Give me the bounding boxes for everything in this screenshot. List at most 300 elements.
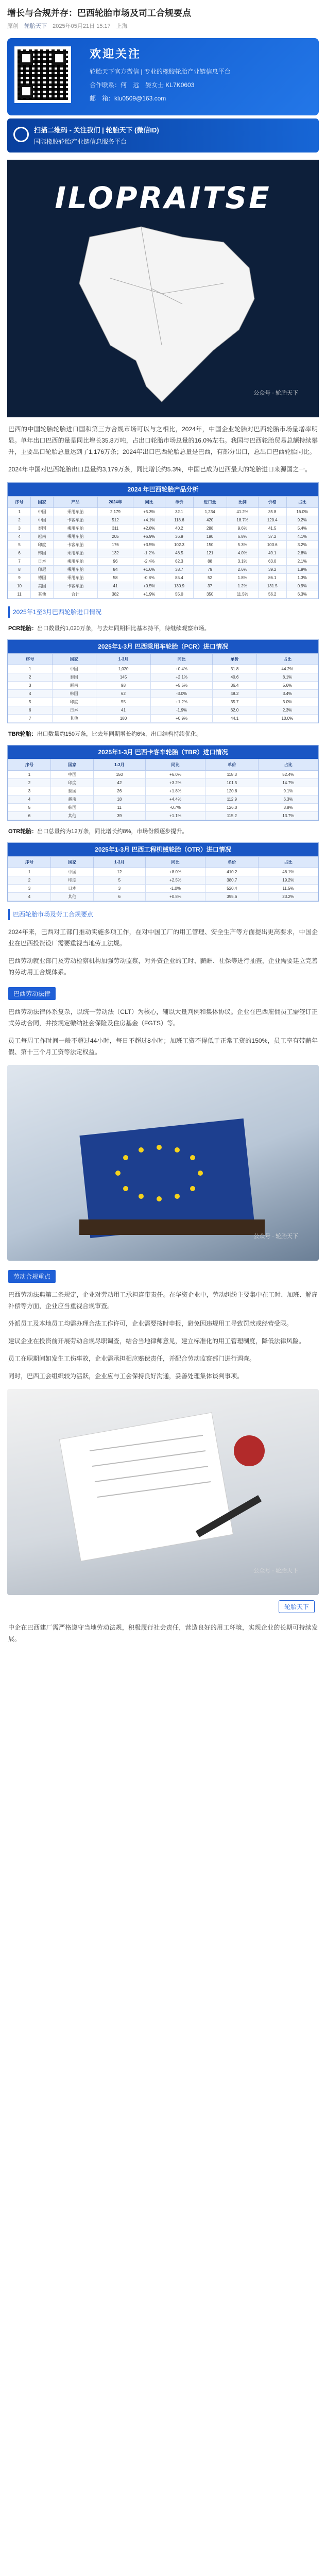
table-cell: 520.4: [205, 885, 259, 893]
table-cell: 8: [8, 566, 31, 574]
table-cell: 23.2%: [259, 893, 318, 901]
column-header: 1-3月: [96, 654, 151, 665]
column-header: 2024年: [97, 497, 133, 508]
table-cell: 其他: [52, 715, 96, 723]
table-cell: 1.8%: [227, 574, 258, 582]
table-cell: 39: [94, 812, 145, 820]
table-cell: 3: [8, 787, 51, 795]
table-cell: 卡客车胎: [54, 516, 98, 524]
footer-tag-row: [0, 1595, 326, 1616]
otr-text: 出口总量约为12万条，同比增长约8%，市场份额逐步提升。: [37, 828, 188, 835]
section-heading-labor: 巴西轮胎市场及劳工合规要点: [8, 909, 318, 920]
column-header: 单价: [205, 857, 259, 868]
table-cell: 乘用车胎: [54, 566, 98, 574]
table-cell: 12: [94, 868, 145, 876]
table-cell: 其他: [51, 893, 94, 901]
table-cell: 9: [8, 574, 31, 582]
table-cell: 48.5: [165, 549, 194, 557]
paragraph-2: 2024年中国对巴西轮胎出口总量约3,179万条，同比增长约5.3%，中国已成为巴西最大的轮胎进口来源国之一。: [8, 466, 312, 473]
table-cell: 1.2%: [227, 582, 258, 590]
article-title: 增长与合规并存：巴西轮胎市场及司工合规要点: [7, 8, 191, 18]
column-header: 序号: [8, 497, 31, 508]
table-cell: +8.0%: [145, 868, 205, 876]
table-cell: 6.3%: [259, 795, 318, 804]
paragraph-8: 外派员工及本地员工均需办理合法工作许可，企业需要按时申报，避免因违规用工导致罚款或经营受限。: [8, 1320, 293, 1327]
table-cell: 3.4%: [256, 690, 318, 698]
paragraph-9: 建议企业在投资前开展劳动合规尽职调查，结合当地律师意见，建立标准化的用工管理制度，降低法律风险。: [8, 1337, 305, 1345]
table-cell: 26: [94, 787, 145, 795]
paragraph-11: 同时，巴西工会组织较为活跃，企业应与工会保持良好沟通，妥善处理集体谈判事项。: [8, 1372, 244, 1380]
table-cell: 2: [8, 779, 51, 787]
paragraph-4: 巴西劳动就业部门及劳动检察机构加强劳动监察，对外资企业的工时、薪酬、社保等进行抽查，企业需要建立完善的劳动用工合规体系。: [8, 957, 318, 976]
paragraph-3: 2024年来，巴西对工部门推动实施多项工作，在对中国工厂的用工管理、安全生产等方面提出更高要求，中国企业在巴西投资设厂需要重视当地劳工法规。: [8, 928, 318, 947]
table-cell: 4.0%: [227, 549, 258, 557]
table-cell: 120.4: [258, 516, 286, 524]
otr-summary: [8, 827, 318, 835]
table-cell: 350: [193, 590, 227, 599]
table-row: [8, 698, 318, 706]
table-cell: 3: [8, 524, 31, 533]
table-cell: 18: [94, 795, 145, 804]
table-cell: 190: [193, 533, 227, 541]
table-cell: 德国: [31, 574, 54, 582]
section-heading-q1: 2025年1至3月巴西轮胎进口情况: [8, 606, 318, 618]
paragraph-12: 中企在巴西建厂需严格遵守当地劳动法规，积极履行社会责任，营造良好的用工环境，实现企业的长期可持续发展。: [8, 1624, 318, 1642]
table-cell: 2,179: [97, 508, 133, 516]
table-row: [8, 812, 318, 820]
table-cell: 日本: [31, 557, 54, 566]
table-cell: 美国: [31, 582, 54, 590]
table-cell: 380.7: [205, 876, 259, 885]
table-row: [8, 574, 318, 582]
table-cell: 150: [193, 541, 227, 549]
table-cell: 9.2%: [286, 516, 318, 524]
table-cell: 8.1%: [256, 673, 318, 682]
table-cell: 40.6: [213, 673, 257, 682]
table-cell: +2.5%: [145, 876, 205, 885]
table-cell: 52: [193, 574, 227, 582]
table-cell: +1.2%: [150, 698, 212, 706]
table-cell: 11.5%: [227, 590, 258, 599]
tbr-text: 出口数量约150万条，比去年同期增长约6%，出口结构持续优化。: [37, 731, 202, 737]
table-cell: 62: [96, 690, 151, 698]
qr-corner-icon: [20, 84, 33, 98]
table-cell: 泰国: [31, 524, 54, 533]
column-header: 同比: [145, 759, 205, 771]
column-header: 比例: [227, 497, 258, 508]
column-header: 国家: [31, 497, 54, 508]
table-row: [8, 508, 318, 516]
table-cell: 日本: [51, 885, 94, 893]
table-cell: 3.8%: [259, 804, 318, 812]
table-cell: 0.9%: [286, 582, 318, 590]
publish-location: 上海: [116, 23, 128, 29]
table-cell: 2: [8, 516, 31, 524]
otr-table: [7, 842, 319, 902]
paragraph-6: 员工每周工作时间一般不超过44小时，每日不超过8小时；加班工资不得低于正常工资的150%，员工享有带薪年假、第十三个月工资等法定权益。: [8, 1037, 318, 1056]
column-header: 同比: [150, 654, 212, 665]
table-cell: 其他: [51, 812, 94, 820]
article-header: [0, 0, 326, 33]
table-title: 2024 年巴西轮胎产品分析: [8, 483, 318, 496]
table-cell: 1.3%: [286, 574, 318, 582]
table-cell: 55.0: [165, 590, 194, 599]
table-cell: 131.5: [258, 582, 286, 590]
follow-banner[interactable]: [7, 118, 319, 152]
table-cell: 6: [94, 893, 145, 901]
paragraph-10: 员工在职期间如发生工伤事故，企业需承担相应赔偿责任，并配合劳动监察部门进行调查。: [8, 1355, 256, 1362]
table-cell: 卡客车胎: [54, 541, 98, 549]
column-header: 单价: [213, 654, 257, 665]
contract-document-icon: [7, 1389, 319, 1595]
table-cell: 48.2: [213, 690, 257, 698]
table-cell: 5: [8, 804, 51, 812]
table-row: [8, 804, 318, 812]
column-header: 占比: [259, 857, 318, 868]
table-cell: 41.5: [258, 524, 286, 533]
table-cell: +6.9%: [133, 533, 165, 541]
table-cell: 41: [96, 706, 151, 715]
table-cell: 1,020: [96, 665, 151, 673]
table-cell: 55: [96, 698, 151, 706]
column-header: 1-3月: [94, 857, 145, 868]
table-cell: 1: [8, 771, 51, 779]
table-cell: 2: [8, 876, 51, 885]
table-cell: 5.4%: [286, 524, 318, 533]
brand-logo-icon: [13, 127, 29, 142]
table-cell: 118.3: [205, 771, 259, 779]
table-cell: 5: [94, 876, 145, 885]
table-cell: +5.3%: [133, 508, 165, 516]
table-cell: 288: [193, 524, 227, 533]
table-cell: +6.0%: [145, 771, 205, 779]
table-cell: 中国: [51, 771, 94, 779]
column-header: 单价: [165, 497, 194, 508]
column-header: 国家: [51, 857, 94, 868]
qr-code-image[interactable]: [14, 46, 71, 103]
table-cell: 13.7%: [259, 812, 318, 820]
table-cell: 4: [8, 533, 31, 541]
table-cell: 中国: [31, 508, 54, 516]
table-cell: 132: [97, 549, 133, 557]
otr-label: OTR轮胎：: [8, 828, 38, 835]
table-cell: -1.0%: [145, 885, 205, 893]
table-cell: 41: [97, 582, 133, 590]
table-cell: 118.6: [165, 516, 194, 524]
welcome-line-2: 合作联系：何 远 晏女士 KL7K0603: [90, 81, 195, 89]
table-cell: 19.2%: [259, 876, 318, 885]
table-cell: 98: [96, 682, 151, 690]
table-cell: 395.6: [205, 893, 259, 901]
section-tag-compliance: 劳动合规重点: [8, 1270, 56, 1283]
footer-brand-tag[interactable]: 轮胎天下: [279, 1600, 315, 1613]
table-row: [8, 582, 318, 590]
contract-photo: [7, 1389, 319, 1595]
map-watermark: 公众号 · 轮胎天下: [253, 390, 298, 396]
table-cell: 泰国: [51, 787, 94, 795]
table-cell: 3: [8, 885, 51, 893]
table-cell: 11: [94, 804, 145, 812]
data-table: [8, 856, 318, 901]
table-cell: 2.6%: [227, 566, 258, 574]
table-cell: 乘用车胎: [54, 557, 98, 566]
table-cell: 4: [8, 690, 53, 698]
table-row: [8, 566, 318, 574]
table-cell: 乘用车胎: [54, 533, 98, 541]
table-cell: 38.7: [165, 566, 194, 574]
table-cell: 512: [97, 516, 133, 524]
table-cell: 79: [193, 566, 227, 574]
table-cell: 11.5%: [259, 885, 318, 893]
pcr-summary: [8, 624, 318, 632]
table-row: [8, 673, 318, 682]
table-cell: 中国: [31, 516, 54, 524]
table-cell: 4: [8, 893, 51, 901]
table-cell: 韩国: [31, 549, 54, 557]
table-row: [8, 557, 318, 566]
column-header: 占比: [256, 654, 318, 665]
data-table: [8, 759, 318, 820]
column-header: 同比: [145, 857, 205, 868]
table-cell: 4.1%: [286, 533, 318, 541]
table-cell: 7: [8, 557, 31, 566]
table-cell: 121: [193, 549, 227, 557]
table-row: [8, 690, 318, 698]
table-cell: 印度: [51, 779, 94, 787]
table-cell: 印度: [52, 698, 96, 706]
table-cell: 2.1%: [286, 557, 318, 566]
table-row: [8, 524, 318, 533]
table-cell: +3.2%: [145, 779, 205, 787]
map-heading-word: ILOPRAITSE: [55, 180, 271, 215]
table-cell: -1.2%: [133, 549, 165, 557]
table-cell: 88: [193, 557, 227, 566]
table-row: [8, 787, 318, 795]
table-cell: 176: [97, 541, 133, 549]
publish-date: 2025年05月21日 15:17: [53, 23, 111, 29]
qr-corner-icon: [20, 52, 33, 65]
table-cell: 印尼: [31, 566, 54, 574]
column-header: 进口量: [193, 497, 227, 508]
table-cell: +4.1%: [133, 516, 165, 524]
table-row: [8, 533, 318, 541]
table-cell: +2.1%: [150, 673, 212, 682]
table-cell: +0.5%: [133, 582, 165, 590]
table-cell: 31.8: [213, 665, 257, 673]
table-cell: -0.7%: [145, 804, 205, 812]
table-row: [8, 665, 318, 673]
table-cell: 乘用车胎: [54, 524, 98, 533]
table-cell: 5.6%: [256, 682, 318, 690]
table-cell: 7: [8, 715, 53, 723]
table-cell: +1.6%: [133, 566, 165, 574]
table-cell: 11: [8, 590, 31, 599]
table-cell: +4.4%: [145, 795, 205, 804]
brazil-outline-icon: [7, 160, 319, 417]
table-cell: 1,234: [193, 508, 227, 516]
table-cell: 112.9: [205, 795, 259, 804]
column-header: 同比: [133, 497, 165, 508]
column-header: 占比: [259, 759, 318, 771]
table-cell: 35.7: [213, 698, 257, 706]
table-row: [8, 706, 318, 715]
table-cell: -2.4%: [133, 557, 165, 566]
table-cell: +0.4%: [150, 665, 212, 673]
table-cell: 乘用车胎: [54, 508, 98, 516]
table-cell: 130.9: [165, 582, 194, 590]
table-cell: +0.8%: [145, 893, 205, 901]
table-row: [8, 795, 318, 804]
welcome-title: 欢迎关注: [90, 47, 142, 60]
table-cell: 6: [8, 549, 31, 557]
table-cell: 36.4: [213, 682, 257, 690]
table-cell: 1: [8, 868, 51, 876]
table-cell: 中国: [51, 868, 94, 876]
table-cell: 1.9%: [286, 566, 318, 574]
table-cell: 39.2: [258, 566, 286, 574]
original-badge: 原创: [7, 23, 19, 29]
table-cell: 其他: [31, 590, 54, 599]
column-header: 占比: [286, 497, 318, 508]
table-cell: 泰国: [52, 673, 96, 682]
table-cell: 63.0: [258, 557, 286, 566]
table-cell: 145: [96, 673, 151, 682]
pcr-label: PCR轮胎：: [8, 625, 38, 632]
column-header: 序号: [8, 759, 51, 771]
column-header: 1-3月: [94, 759, 145, 771]
table-row: [8, 779, 318, 787]
table-cell: 101.5: [205, 779, 259, 787]
table-row: [8, 876, 318, 885]
table-cell: 韩国: [52, 690, 96, 698]
eu-flag-photo: [7, 1065, 319, 1261]
table-cell: 3: [8, 682, 53, 690]
table-cell: 乘用车胎: [54, 549, 98, 557]
table-cell: 10: [8, 582, 31, 590]
column-header: 价格: [258, 497, 286, 508]
table-cell: +1.8%: [145, 787, 205, 795]
tbr-table: [7, 745, 319, 821]
table-cell: 62.0: [213, 706, 257, 715]
tbr-label: TBR轮胎：: [8, 731, 37, 737]
table-cell: 120.6: [205, 787, 259, 795]
welcome-line-1: 轮胎天下官方微信 | 专业的橡胶轮胎产业链信息平台: [90, 68, 231, 75]
table-cell: +1.1%: [145, 812, 205, 820]
table-cell: 58: [97, 574, 133, 582]
table-cell: 2.8%: [286, 549, 318, 557]
table-cell: 150: [94, 771, 145, 779]
table-cell: 中国: [52, 665, 96, 673]
paragraph-7: 巴西劳动法典第二条规定，企业对劳动用工承担连带责任。在华资企业中，劳动纠纷主要集中在工时、加班、解雇补偿等方面，企业应当重视合规审查。: [8, 1291, 318, 1310]
table-cell: +1.9%: [133, 590, 165, 599]
table-title: 2025年1-3月 巴西乘用车轮胎（PCR）进口情况: [8, 640, 318, 653]
section-tag-labor-law: 巴西劳动法律: [8, 987, 56, 1000]
table-cell: 56.2: [258, 590, 286, 599]
table-row: [8, 549, 318, 557]
table-cell: 6: [8, 812, 51, 820]
table-cell: 126.0: [205, 804, 259, 812]
table-row: [8, 715, 318, 723]
table-cell: 14.7%: [259, 779, 318, 787]
table-row: [8, 771, 318, 779]
table-cell: 3.2%: [286, 541, 318, 549]
table-cell: 9.6%: [227, 524, 258, 533]
table-cell: 86.1: [258, 574, 286, 582]
table-cell: 1: [8, 508, 31, 516]
table-cell: 2.3%: [256, 706, 318, 715]
column-header: 产品: [54, 497, 98, 508]
column-header: 国家: [51, 759, 94, 771]
table-cell: 420: [193, 516, 227, 524]
pcr-text: 出口数量约1,020万条，与去年同期相比基本持平，待继续观察市场。: [37, 625, 210, 632]
banner-line-1: 扫描二维码 - 关注我们 | 轮胎天下 (微信ID): [34, 126, 159, 134]
table-cell: 36.9: [165, 533, 194, 541]
table-cell: 85.4: [165, 574, 194, 582]
flag-book-icon: [7, 1065, 319, 1261]
table-cell: 越南: [51, 795, 94, 804]
table-cell: 越南: [52, 682, 96, 690]
table-cell: 5: [8, 541, 31, 549]
table-cell: 1: [8, 665, 53, 673]
table-cell: -3.0%: [150, 690, 212, 698]
table-row: [8, 885, 318, 893]
table-title: 2025年1-3月 巴西卡客车轮胎（TBR）进口情况: [8, 745, 318, 759]
table-cell: 32.1: [165, 508, 194, 516]
table-cell: 3.0%: [256, 698, 318, 706]
table-cell: +2.8%: [133, 524, 165, 533]
table-cell: 卡客车胎: [54, 582, 98, 590]
table-cell: 84: [97, 566, 133, 574]
table-cell: 合计: [54, 590, 98, 599]
table-cell: 日本: [52, 706, 96, 715]
table-cell: 乘用车胎: [54, 574, 98, 582]
table-cell: 18.7%: [227, 516, 258, 524]
photo-watermark: 公众号 · 轮胎天下: [253, 1568, 298, 1574]
table-cell: 180: [96, 715, 151, 723]
table-cell: 2: [8, 673, 53, 682]
table-cell: 印度: [31, 541, 54, 549]
author-link[interactable]: 轮胎天下: [24, 23, 47, 29]
import-table-2024: [7, 482, 319, 599]
table-cell: 52.4%: [259, 771, 318, 779]
pcr-table: [7, 639, 319, 723]
table-cell: 6: [8, 706, 53, 715]
table-cell: 41.2%: [227, 508, 258, 516]
table-cell: 382: [97, 590, 133, 599]
data-table: [8, 496, 318, 599]
paragraph-5: 巴西劳动法律体系复杂，以统一劳动法（CLT）为核心，辅以大量判例和集体协议。企业在巴西雇佣员工需签订正式劳动合同，并按规定缴纳社会保险及住房基金（FGTS）等。: [8, 1008, 318, 1027]
column-header: 国家: [52, 654, 96, 665]
table-cell: +0.9%: [150, 715, 212, 723]
table-row: [8, 893, 318, 901]
table-cell: 4: [8, 795, 51, 804]
welcome-card: [7, 38, 319, 115]
table-cell: 205: [97, 533, 133, 541]
table-title: 2025年1-3月 巴西工程机械轮胎（OTR）进口情况: [8, 843, 318, 856]
table-cell: 311: [97, 524, 133, 533]
table-cell: 16.0%: [286, 508, 318, 516]
table-row: [8, 541, 318, 549]
table-cell: 62.3: [165, 557, 194, 566]
table-cell: 44.1: [213, 715, 257, 723]
article-meta: [7, 22, 319, 30]
table-cell: 越南: [31, 533, 54, 541]
column-header: 序号: [8, 857, 51, 868]
qr-corner-icon: [53, 52, 66, 65]
table-cell: 10.0%: [256, 715, 318, 723]
table-row: [8, 682, 318, 690]
table-cell: 6.3%: [286, 590, 318, 599]
